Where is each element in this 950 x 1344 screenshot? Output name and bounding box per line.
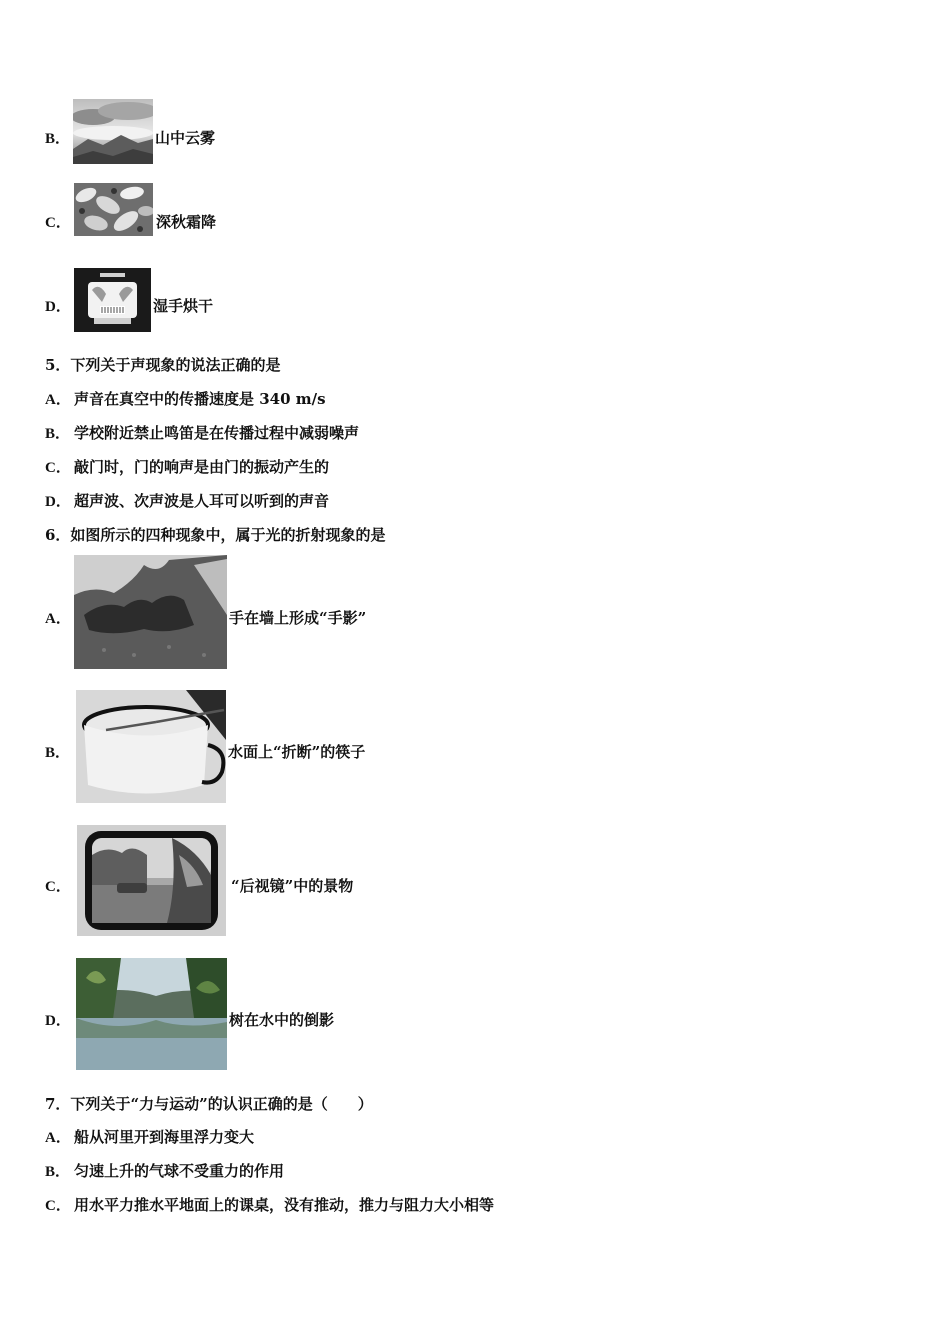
option-label: C． bbox=[45, 215, 71, 231]
hand-dryer-photo bbox=[74, 268, 151, 332]
option-label: B． bbox=[45, 745, 71, 761]
option-text: 匀速上升的气球不受重力的作用 bbox=[74, 1162, 285, 1180]
cup-chopstick-photo bbox=[76, 690, 226, 803]
lake-reflection-photo bbox=[76, 958, 227, 1070]
option-text: 湿手烘干 bbox=[153, 297, 214, 315]
question-stem: 7．下列关于“力与运动”的认识正确的是（ ） bbox=[45, 1095, 373, 1113]
option-label: D． bbox=[45, 1013, 71, 1029]
option-text: 超声波、次声波是人耳可以听到的声音 bbox=[74, 492, 330, 510]
option-label: D． bbox=[45, 299, 71, 315]
question-stem: 5．下列关于声现象的说法正确的是 bbox=[45, 356, 281, 374]
option-label: A． bbox=[45, 392, 71, 408]
option-label: D． bbox=[45, 494, 71, 510]
option-text: 敲门时，门的响声是由门的振动产生的 bbox=[74, 458, 330, 476]
rearview-mirror-photo bbox=[77, 825, 226, 936]
option-text: 用水平力推水平地面上的课桌，没有推动，推力与阻力大小相等 bbox=[74, 1196, 495, 1214]
option-label: B． bbox=[45, 1164, 71, 1180]
option-label: A． bbox=[45, 611, 71, 627]
question-stem: 6．如图所示的四种现象中，属于光的折射现象的是 bbox=[45, 526, 386, 544]
option-text: 山中云雾 bbox=[155, 129, 216, 147]
option-text: 树在水中的倒影 bbox=[229, 1011, 335, 1029]
option-text: 学校附近禁止鸣笛是在传播过程中减弱噪声 bbox=[74, 424, 360, 442]
option-text: 水面上“折断”的筷子 bbox=[228, 743, 366, 761]
hand-shadow-photo bbox=[74, 555, 227, 669]
option-label: C． bbox=[45, 879, 71, 895]
option-text: “后视镜”中的景物 bbox=[231, 877, 354, 895]
option-label: A． bbox=[45, 1130, 71, 1146]
option-label: B． bbox=[45, 426, 71, 442]
option-text: 深秋霜降 bbox=[156, 213, 217, 231]
option-label: C． bbox=[45, 1198, 71, 1214]
option-text: 声音在真空中的传播速度是 340 m/s bbox=[74, 390, 326, 408]
mountain-clouds-photo bbox=[73, 99, 153, 164]
option-text: 手在墙上形成“手影” bbox=[229, 609, 367, 627]
frost-leaves-photo bbox=[74, 183, 153, 236]
option-label: C． bbox=[45, 460, 71, 476]
option-text: 船从河里开到海里浮力变大 bbox=[74, 1128, 255, 1146]
option-label: B． bbox=[45, 131, 71, 147]
